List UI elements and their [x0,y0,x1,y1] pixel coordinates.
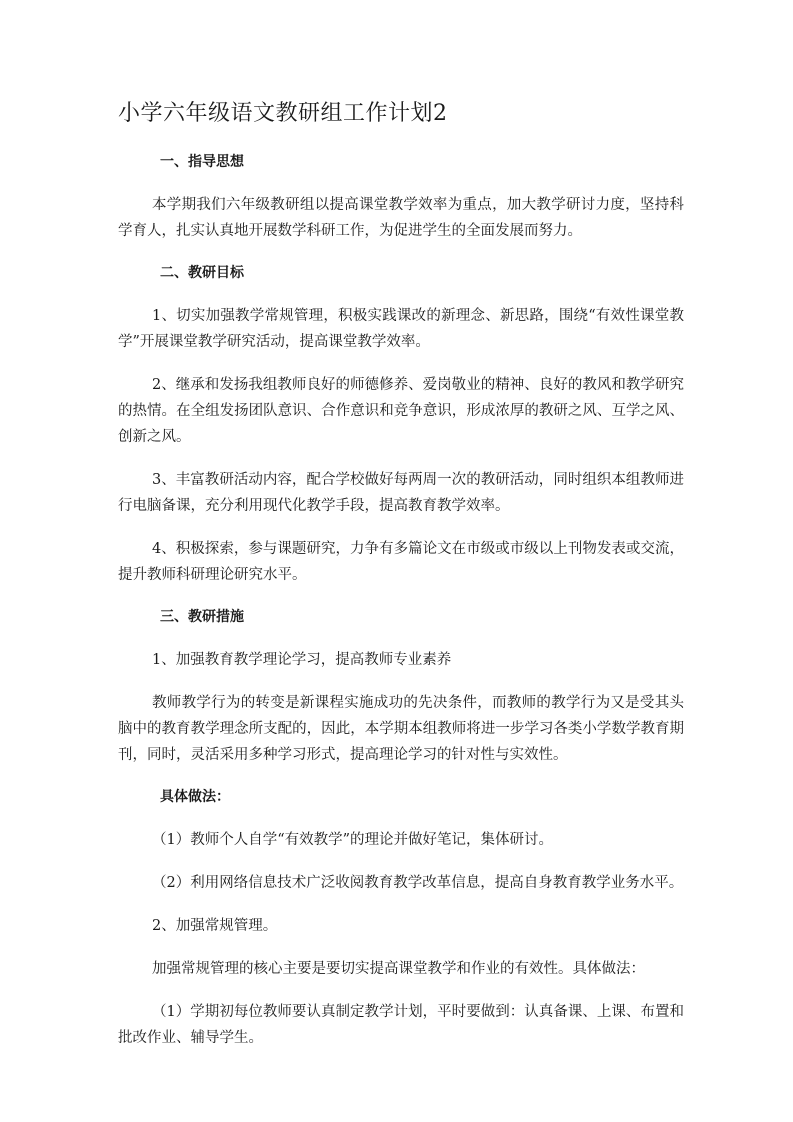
section-heading-guiding-idea: 一、指导思想 [160,154,244,170]
paragraph: 2、加强常规管理。 [152,918,278,934]
section-heading-research-measures: 三、教研措施 [160,609,244,625]
paragraph: 本学期我们六年级教研组以提高课堂教学效率为重点，加大教学研讨力度，坚持科学育人，扎实认真地开展数学科研工作，为促进学生的全面发展而努力。 [118,197,684,239]
paragraph: 加强常规管理的核心主要是要切实提高课堂教学和作业的有效性。具体做法： [152,961,645,977]
paragraph: 教师教学行为的转变是新课程实施成功的先决条件，而教师的教学行为又是受其头脑中的教育教学理念所支配的，因此，本学期本组教师将进一步学习各类小学数学教育期刊，同时，灵活采用多种学习形式，提高理论学习的针对性与实效性。 [118,695,684,763]
paragraph: 1、加强教育教学理论学习，提高教师专业素养 [152,652,452,668]
document-title: 小学六年级语文教研组工作计划2 [118,101,448,126]
section-heading-research-goals: 二、教研目标 [160,265,244,281]
sub-heading-specific-methods: 具体做法： [160,789,230,805]
paragraph: 4、积极探索，参与课题研究，力争有多篇论文在市级或市级以上刊物发表或交流，提升教师科研理论研究水平。 [118,541,684,583]
paragraph: 2、继承和发扬我组教师良好的师德修养、爱岗敬业的精神、良好的教风和教学研究的热情。在全组发扬团队意识、合作意识和竞争意识，形成浓厚的教研之风、互学之风、创新之风。 [118,377,684,445]
paragraph: （1）教师个人自学“有效教学”的理论并做好笔记，集体研讨。 [152,832,554,848]
document-body [118,98,684,1068]
paragraph: 1、切实加强教学常规管理，积极实践课改的新理念、新思路，围绕“有效性课堂教学”开展课堂教学研究活动，提高课堂教学效率。 [118,308,684,350]
paragraph: 3、丰富教研活动内容，配合学校做好每两周一次的教研活动，同时组织本组教师进行电脑备课，充分利用现代化教学手段，提高教育教学效率。 [118,472,684,514]
paragraph: （2）利用网络信息技术广泛收阅教育教学改革信息，提高自身教育教学业务水平。 [152,875,684,891]
paragraph: （1）学期初每位教师要认真制定教学计划，平时要做到：认真备课、上课、布置和批改作业、辅导学生。 [118,1004,684,1046]
